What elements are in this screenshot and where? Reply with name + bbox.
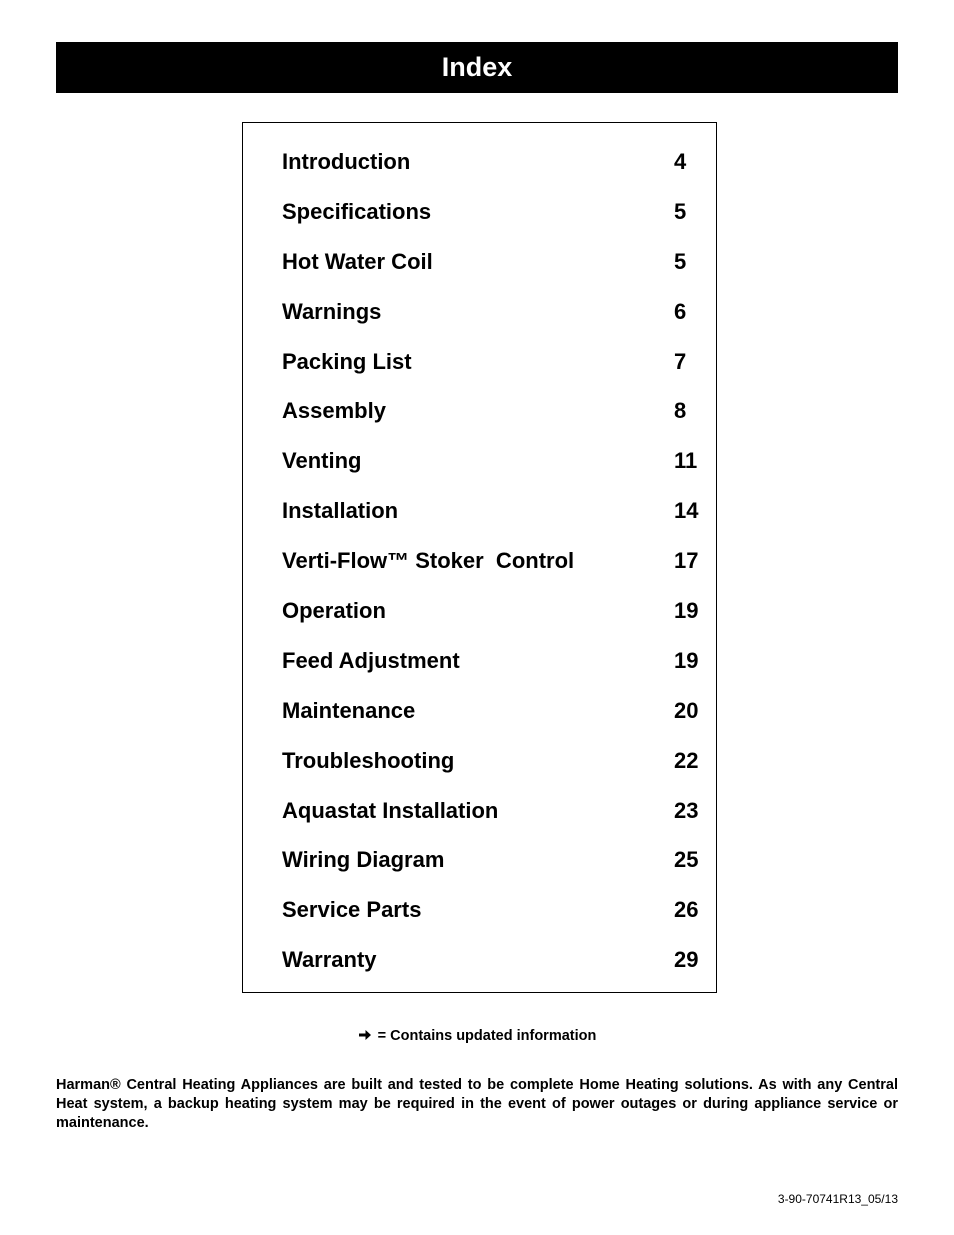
toc-entry-troubleshooting[interactable] [282,744,702,794]
toc-entry-warnings[interactable] [282,295,702,345]
toc-entry-title: Maintenance [282,697,416,723]
toc-entry-page: 4 [674,149,687,174]
toc-entry-title: Installation [282,498,399,524]
toc-entry-page: 20 [674,697,699,723]
index-header-bar [56,42,898,93]
toc-entry-page: 19 [674,647,699,673]
toc-list [282,145,702,993]
toc-entry-title: Verti-Flow™ Stoker Control [282,548,575,574]
toc-entry-warranty[interactable] [282,943,702,993]
toc-entry-title: Aquastat Installation [282,797,499,823]
toc-entry-packing-list[interactable] [282,345,702,395]
toc-entry-title: Warnings [282,298,382,324]
toc-entry-page: 5 [674,198,687,224]
updated-info-legend [0,1028,954,1044]
toc-entry-title: Troubleshooting [282,747,455,773]
toc-entry-hot-water-coil[interactable] [282,245,702,295]
toc-entry-introduction[interactable] [282,145,702,195]
toc-entry-operation[interactable] [282,594,702,644]
toc-entry-aquastat-installation[interactable] [282,794,702,844]
backup-heating-notice: Harman® Central Heating Appliances are built and tested to be complete Home Heating solutions. As with any Central Heat system, a backup heating system may be required in the event of power outages or during appliance service or maintenance. [56,1077,898,1131]
toc-entry-title: Introduction [282,149,411,174]
toc-entry-title: Packing List [282,348,412,374]
toc-entry-title: Feed Adjustment [282,647,460,673]
toc-entry-title: Warranty [282,947,377,973]
toc-entry-page: 11 [674,448,698,474]
toc-entry-title: Service Parts [282,897,422,923]
table-of-contents [242,122,717,993]
toc-entry-title: Specifications [282,198,432,224]
toc-entry-installation[interactable] [282,494,702,544]
toc-entry-service-parts[interactable] [282,893,702,943]
toc-entry-venting[interactable] [282,444,702,494]
toc-entry-assembly[interactable] [282,394,702,444]
toc-entry-title: Hot Water Coil [282,248,433,274]
toc-entry-specifications[interactable] [282,195,702,245]
toc-entry-page: 5 [674,248,687,274]
toc-entry-wiring-diagram[interactable] [282,843,702,893]
toc-entry-page: 23 [674,797,699,823]
document-number: 3-90-70741R13_05/13 [777,1192,898,1206]
toc-entry-page: 14 [674,498,699,524]
toc-entry-title: Wiring Diagram [282,847,445,873]
toc-entry-stoker-control[interactable] [282,544,702,594]
toc-entry-page: 6 [674,298,687,324]
legend-text: = Contains updated information [377,1028,597,1044]
toc-entry-page: 19 [674,598,699,624]
toc-entry-title: Assembly [282,398,386,424]
toc-entry-title: Venting [282,448,362,474]
page-title: Index [441,52,513,82]
toc-entry-page: 26 [674,897,699,923]
toc-entry-page: 7 [674,348,687,374]
toc-entry-feed-adjustment[interactable] [282,644,702,694]
toc-entry-page: 8 [674,398,687,424]
toc-entry-maintenance[interactable] [282,694,702,744]
toc-entry-page: 22 [674,747,699,773]
toc-entry-page: 29 [674,947,699,973]
toc-entry-page: 25 [674,847,699,873]
toc-entry-title: Operation [282,598,386,624]
toc-entry-page: 17 [674,548,699,574]
arrow-right-icon [358,1029,372,1041]
